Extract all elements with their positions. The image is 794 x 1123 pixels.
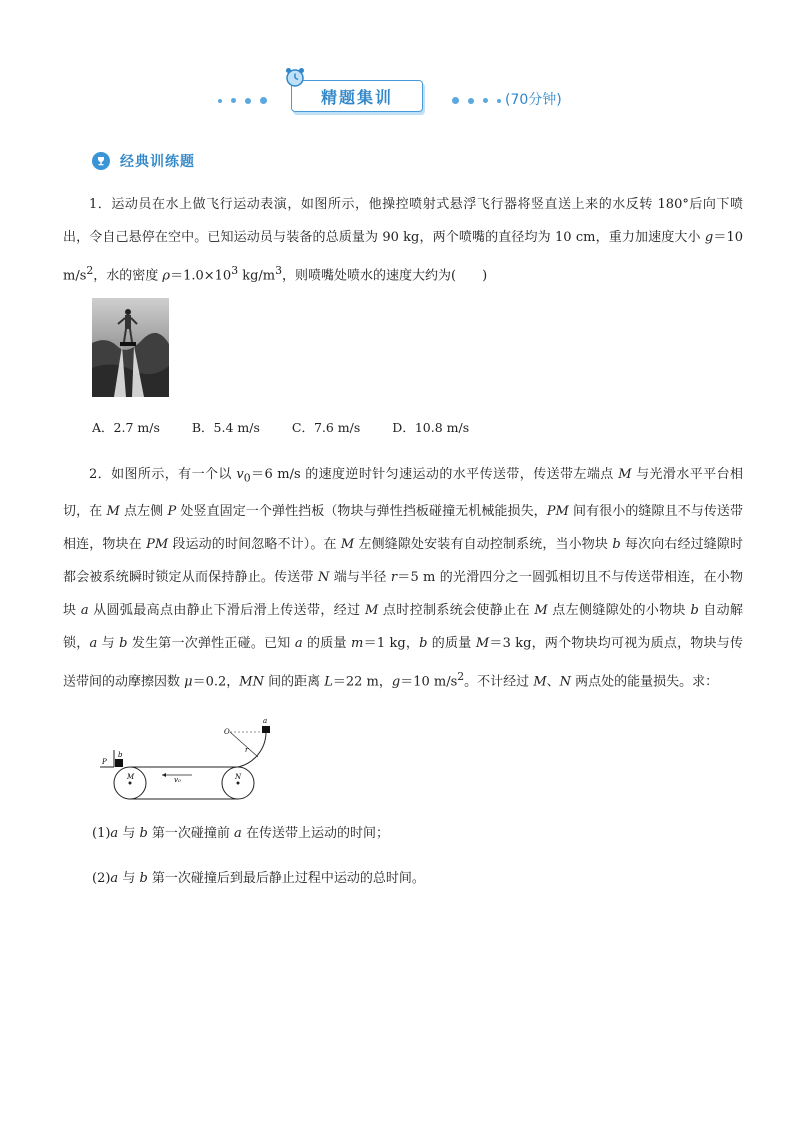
- label-a: a: [263, 717, 268, 725]
- option-b[interactable]: B．5.4 m/s: [191, 420, 260, 435]
- banner-title-box: [291, 80, 423, 112]
- question-2-text: 2．如图所示，有一个以 $v_0=6$ m/s 的速度逆时针匀速运动的水平传送带，传送带左端点 M 与光滑水平平台相切，在 M 点左侧 P 处竖直固定一个弹性挡板（物块与弹性挡板碰撞无机械能损失，PM 间有很小的缝隙且不与传送带相连，物块在 PM 段运动的时间忽略不计）。在 M 左侧缝隙处安装有自动控制系统，当小物块 b 每次向右经过缝隙时都会被系统瞬时锁定从而保持静止。传送带 N 端与半径 r＝5 m 的光滑四分之一圆弧相切且不与传送带相连，在小物块 a 从圆弧最高点由静止下滑后滑上传送带，经过 M 点时控制系统会使静止在 M 点左侧缝隙处的小物块 b 自动解锁，a 与 b 发生第一次弹性正碰。已知 a 的质量 m＝1 kg，b 的质量 M＝3 kg，两个物块均可视为质点，物块与传送带间的动摩擦因数 μ＝0.2，MN 间的距离 L＝22 m，g＝10 $m/s^2$。不计经过 M、N 两点处的能量损失。求：: [63, 467, 744, 689]
- header-banner: [0, 66, 794, 116]
- trophy-icon: [92, 152, 110, 170]
- question-2-sub-1: (1)a 与 b 第一次碰撞前 a 在传送带上运动的时间；: [92, 826, 389, 841]
- option-c[interactable]: C．7.6 m/s: [291, 420, 361, 435]
- conveyor-diagram: [100, 712, 340, 807]
- duration-label: (70分钟): [505, 92, 562, 108]
- label-r: r: [245, 746, 249, 754]
- label-P: P: [102, 758, 107, 766]
- option-d[interactable]: D．10.8 m/s: [392, 420, 470, 435]
- section-title: 经典训练题: [120, 154, 195, 170]
- page-title: 精题集训: [320, 88, 393, 107]
- section-heading: [92, 151, 195, 171]
- question-2-sub-2: (2)a 与 b 第一次碰撞后到最后静止过程中运动的总时间。: [92, 871, 425, 886]
- label-M: M: [127, 773, 135, 781]
- option-a[interactable]: A．2.7 m/s: [92, 420, 160, 435]
- banner-dots-left: [218, 97, 267, 104]
- label-b: b: [118, 751, 123, 759]
- label-O: O: [224, 728, 230, 736]
- alarm-clock-icon: [284, 66, 306, 88]
- label-v0: v₀: [174, 776, 181, 784]
- question-1-text: 1．运动员在水上做飞行运动表演，如图所示，他操控喷射式悬浮飞行器将竖直送上来的水反转 180°后向下喷出，令自己悬停在空中。已知运动员与装备的总质量为 90 kg，两个喷嘴的直径均为 10 cm，重力加速度大小 g＝10 $m/s^2$，水的密度 $\rho=1.0\times 10^3$ $kg/m^3$，则喷嘴处喷水的速度大约为( ): [63, 197, 743, 284]
- label-N: N: [235, 773, 242, 781]
- question-1-options: [92, 418, 501, 436]
- question-1-photo: [92, 298, 169, 397]
- banner-dots-right: [452, 97, 501, 104]
